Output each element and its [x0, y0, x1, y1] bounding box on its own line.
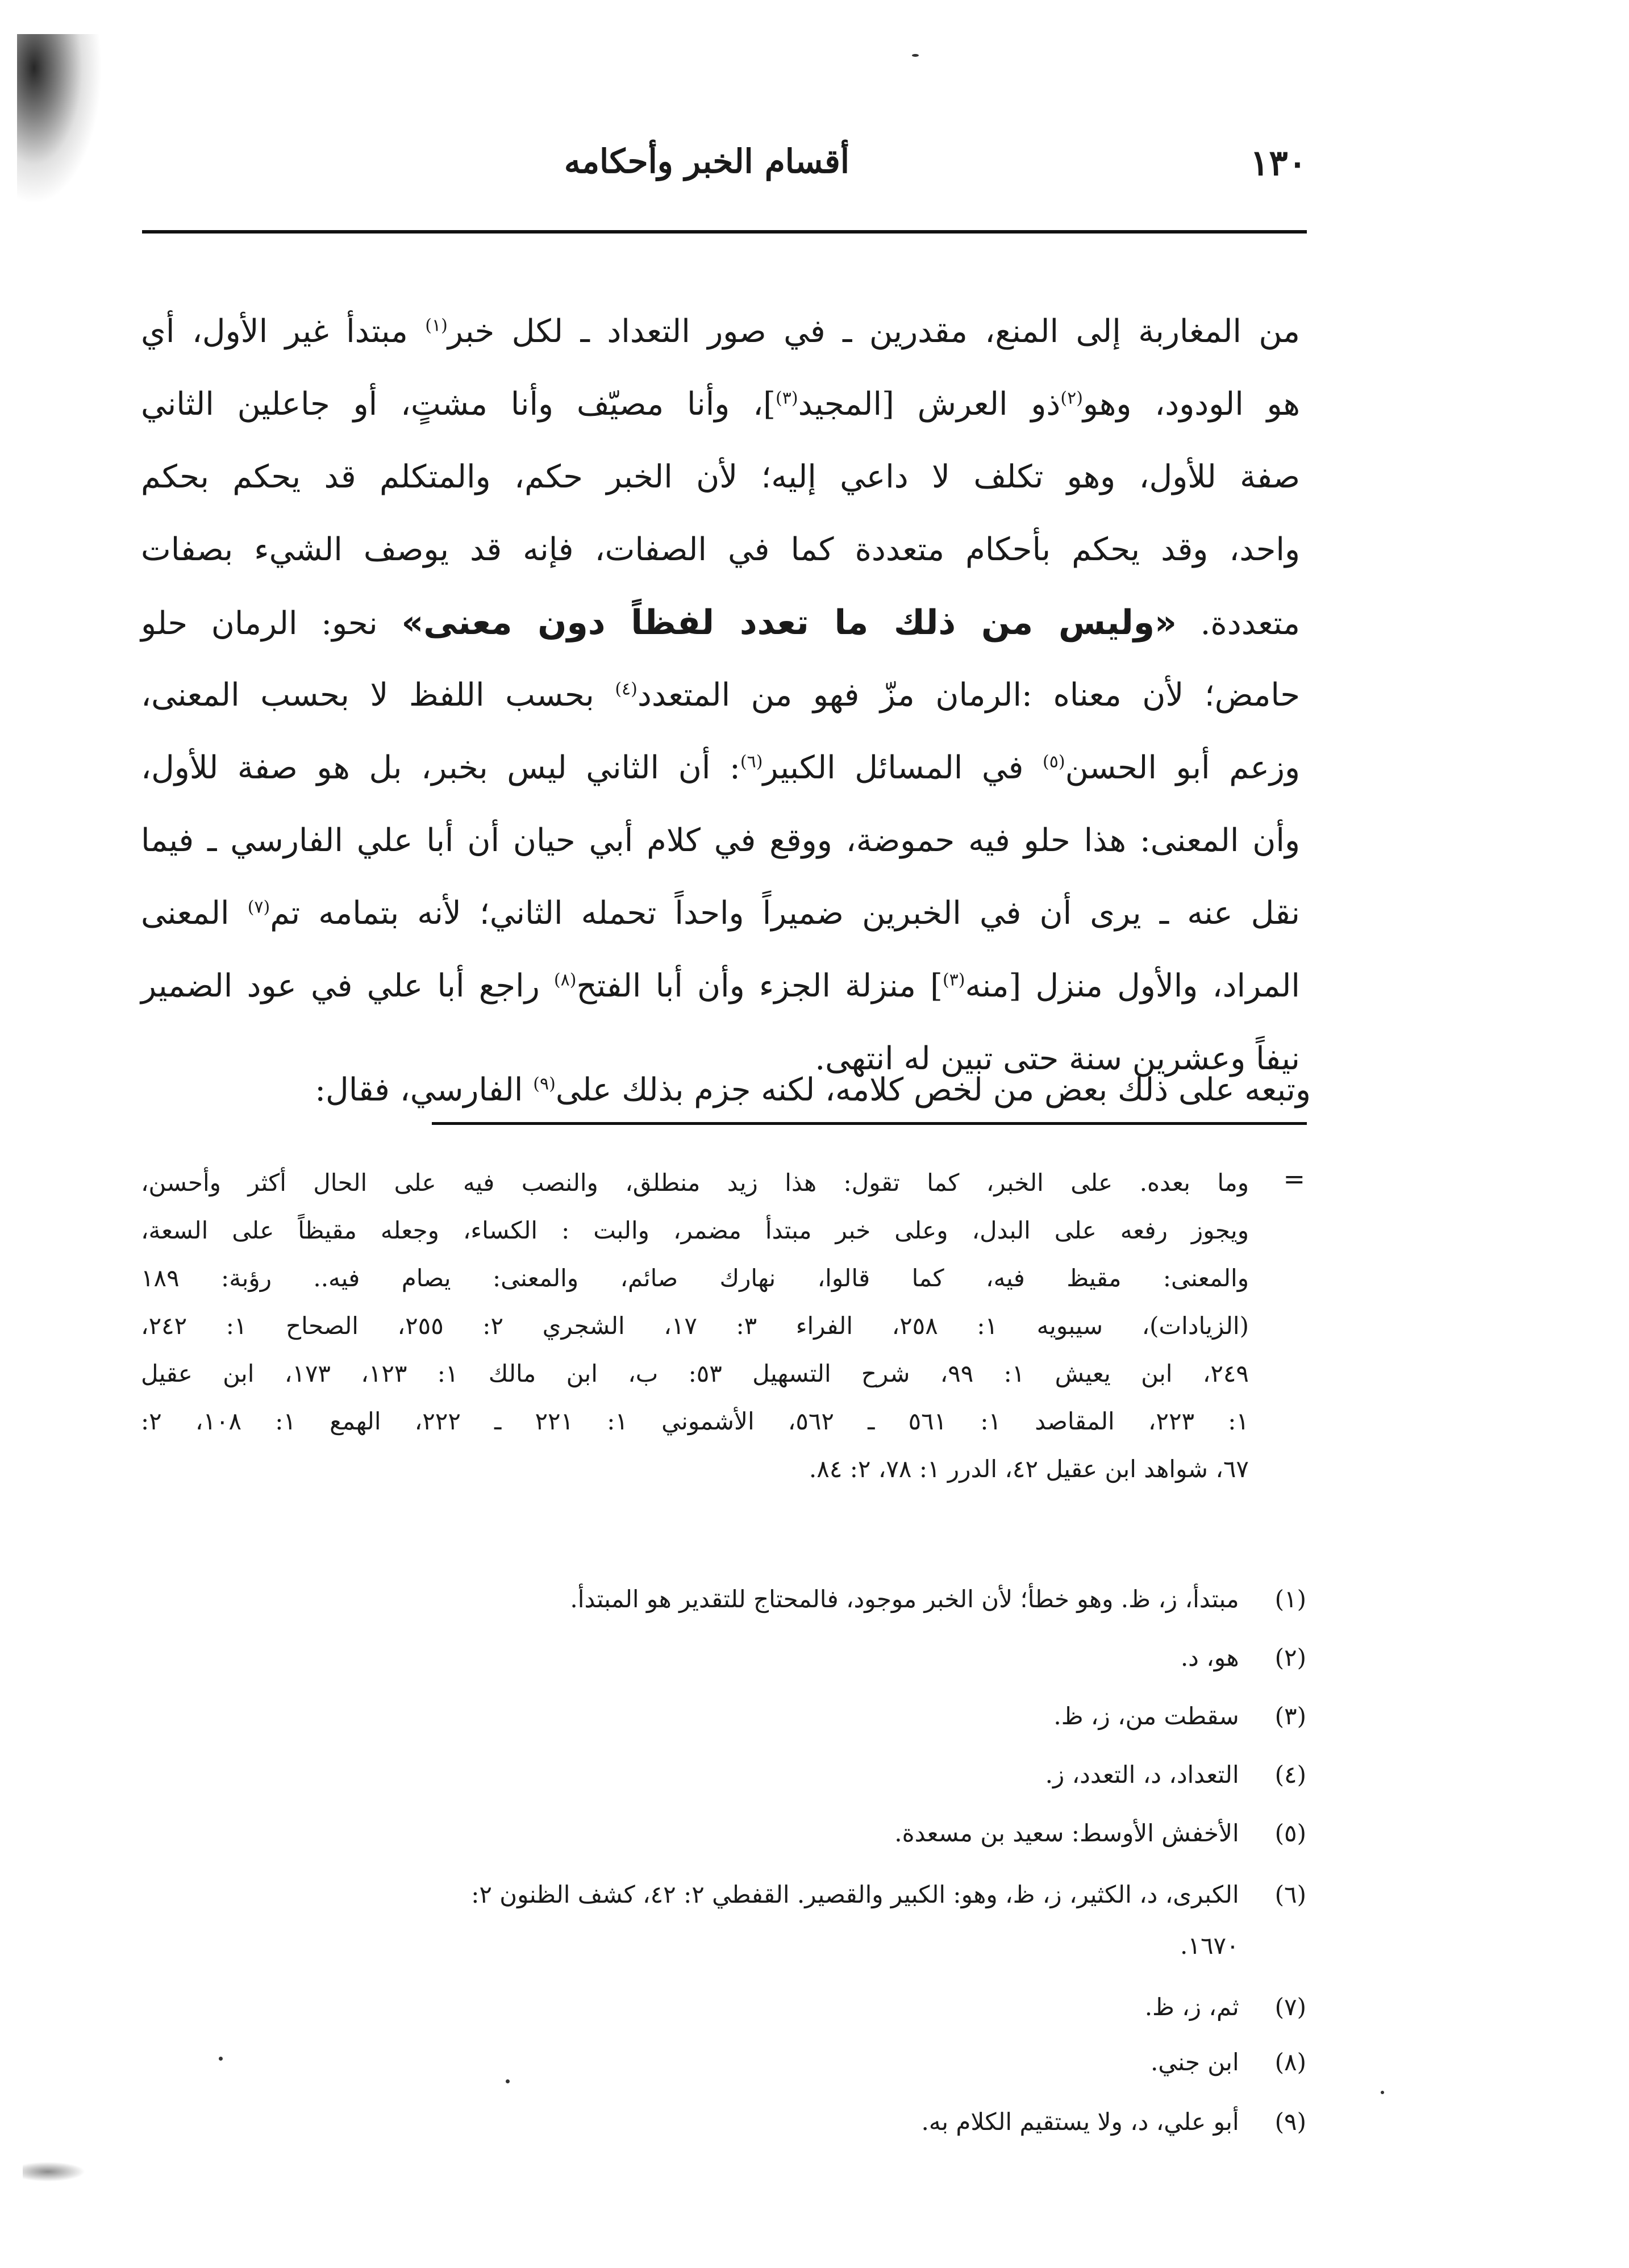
footnote-4: (٤) التعداد، د، التعدد، ز.: [1045, 1761, 1306, 1788]
header-rule: [142, 230, 1307, 234]
text-line: متعددة. «وليس من ذلك ما تعدد لفظاً دون معنى» نحو: الرمان حلو: [141, 603, 1300, 643]
footnote-line: وما بعده. على الخبر، كما تقول: هذا زيد منطلق، والنصب فيه على الحال أكثر وأحسن،: [141, 1169, 1249, 1196]
page-number: ١٣٠: [1250, 142, 1307, 184]
bold-quote: «وليس من ذلك ما تعدد لفظاً دون معنى»: [401, 603, 1177, 643]
text-line: المراد، والأول منزل [منه$^{(٣)}$] منزلة الجزء وأن أبا الفتح$^{(٨)}$ راجع أبا علي في عود الضمير: [141, 968, 1300, 1004]
scan-speck: [1381, 2091, 1384, 2094]
footnote-ref: (٣): [942, 970, 965, 990]
footnote-5: (٥) الأخفش الأوسط: سعيد بن مسعدة.: [894, 1819, 1306, 1847]
footnote-ref: (٢): [1060, 388, 1083, 408]
footnote-8: (٨) ابن جني.: [1150, 2048, 1306, 2076]
footnote-line: (الزيادات)، سيبويه ١: ٢٥٨، الفراء ٣: ١٧، الشجري ٢: ٢٥٥، الصحاح ١: ٢٤٢،: [141, 1312, 1249, 1340]
scan-speck: [219, 2057, 223, 2061]
scan-speck: [506, 2079, 510, 2083]
text-line: من المغاربة إلى المنع، مقدرين ـ في صور التعداد ـ لكل خبر$^{(١)}$ مبتدأ غير الأول، أي: [141, 313, 1300, 350]
text-line: نقل عنه ـ يرى أن في الخبرين ضميراً واحداً تحمله الثاني؛ لأنه بتمامه تم$^{(٧)}$ المعنى: [141, 895, 1300, 932]
footnote-ref: (١): [425, 315, 448, 336]
footnote-line: ويجوز رفعه على البدل، وعلى خبر مبتدأ مضمر، والبت : الكساء، وجعله مقيظاً على السعة،: [141, 1216, 1249, 1244]
continued-footnote: [141, 1159, 1249, 1493]
footnote-9: (٩) أبو علي، د، ولا يستقيم الكلام به.: [921, 2108, 1306, 2136]
footnote-ref: (٦): [740, 752, 763, 772]
scan-shadow: [17, 34, 102, 205]
scan-shadow-bottom: [23, 2162, 85, 2182]
continuation-marker: =: [1283, 1164, 1305, 1194]
text-line: نيفاً وعشرين سنة حتى تبين له انتهى.: [815, 1040, 1300, 1077]
footnote-2: (٢) هو، د.: [1180, 1644, 1306, 1671]
footnote-line: ١: ٢٢٣، المقاصد ١: ٥٦١ ـ ٥٦٢، الأشموني ١: ٢٢١ ـ ٢٢٢، الهمع ١: ١٠٨، ٢:: [141, 1407, 1249, 1435]
running-title: أقسام الخبر وأحكامه: [564, 142, 849, 181]
footnote-line: ٢٤٩، ابن يعيش ١: ٩٩، شرح التسهيل ٥٣: ب، ابن مالك ١: ١٢٣، ١٧٣، ابن عقيل: [141, 1360, 1249, 1387]
footnote-7: (٧) ثم، ز، ظ.: [1144, 1993, 1306, 2021]
footnote-6-cont: ١٦٧٠.: [1180, 1932, 1239, 1960]
footnote-ref: (٥): [1043, 752, 1065, 772]
text-line: هو الودود، وهو$^{(٢)}$ذو العرش [المجيد$^{(٣)}$]، وأنا مصيّف وأنا مشتٍ، أو جاعلين الثاني: [141, 386, 1301, 423]
text-line: صفة للأول، وهو تكلف لا داعي إليه؛ لأن الخبر حكم، والمتكلم قد يحكم بحكم: [141, 458, 1300, 495]
footnote-line: والمعنى: مقيظ فيه، كما قالوا، نهارك صائم، والمعنى: يصام فيه.. رؤبة: ١٨٩: [141, 1264, 1249, 1292]
footnote-6: (٦) الكبرى، د، الكثير، ز، ظ، وهو: الكبير والقصير. القفطي ٢: ٤٢، كشف الظنون ٢:: [471, 1881, 1306, 1908]
footnote-1: (١) مبتدأ، ز، ظ. وهو خطأ؛ لأن الخبر موجود، فالمحتاج للتقدير هو المبتدأ.: [570, 1585, 1306, 1613]
main-text: [141, 295, 1300, 1095]
footnote-ref: (٧): [247, 897, 270, 918]
text-line: وأن المعنى: هذا حلو فيه حموضة، ووقع في كلام أبي حيان أن أبا علي الفارسي ـ فيما: [141, 822, 1300, 859]
footnote-rule: [432, 1122, 1307, 1125]
footnote-line: ٦٧، شواهد ابن عقيل ٤٢، الدرر ١: ٧٨، ٢: ٨٤.: [809, 1455, 1249, 1483]
footnote-ref: (٩): [533, 1074, 556, 1094]
footnote-ref: (٨): [553, 970, 577, 990]
second-paragraph: وتبعه على ذلك بعض من لخص كلامه، لكنه جزم بذلك على$^{(٩)}$ الفارسي، فقال:: [315, 1072, 1311, 1108]
scan-speck: [912, 54, 919, 57]
page-header: [142, 142, 1307, 210]
footnote-3: (٣) سقطت من، ز، ظ.: [1053, 1702, 1306, 1730]
footnote-ref: (٤): [615, 679, 638, 699]
text-line: حامض؛ لأن معناه :الرمان مزّ فهو من المتعدد$^{(٤)}$ بحسب اللفظ لا بحسب المعنى،: [141, 677, 1300, 714]
text-line: وزعم أبو الحسن$^{(٥)}$ في المسائل الكبير$^{(٦)}$: أن الثاني ليس بخبر، بل هو صفة للأول،: [141, 749, 1300, 786]
text-line: واحد، وقد يحكم بأحكام متعددة كما في الصفات، فإنه قد يوصف الشيء بصفات: [141, 531, 1300, 568]
footnote-ref: (٣): [776, 388, 798, 408]
